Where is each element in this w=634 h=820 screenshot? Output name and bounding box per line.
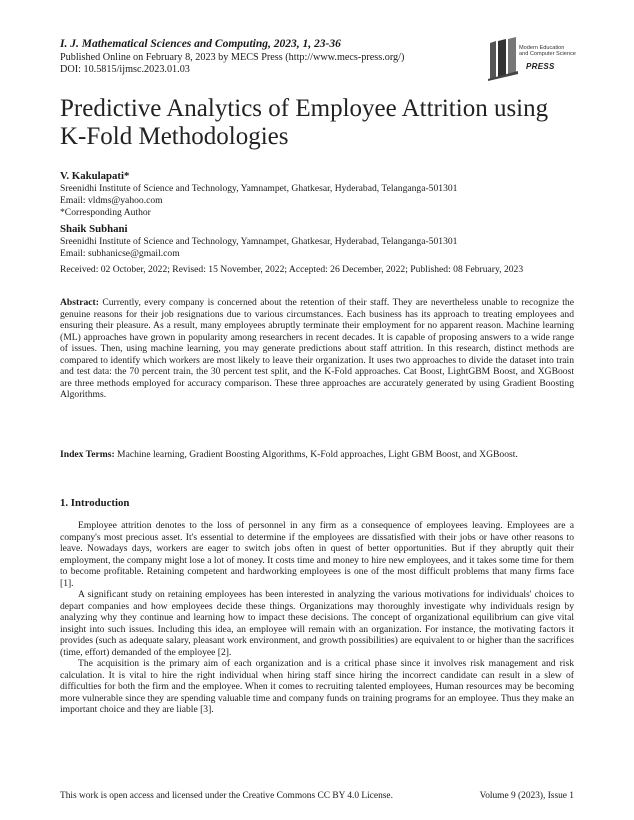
index-terms [60,449,574,461]
index-terms-text: Machine learning, Gradient Boosting Algorithms, K-Fold approaches, Light GBM Boost, and XGBoost. [117,449,518,460]
journal-title: I. J. Mathematical Sciences and Computing, [60,38,271,50]
author-affiliation: Sreenidhi Institute of Science and Technology, Yamnampet, Ghatkesar, Hyderabad, Telanganga-501301 [60,183,458,194]
author-email: Email: vldms@yahoo.com [60,195,163,206]
logo-press: PRESS [526,62,555,71]
abstract-label: Abstract: [60,297,99,308]
author-affiliation: Sreenidhi Institute of Science and Technology, Yamnampet, Ghatkesar, Hyderabad, Telanganga-501301 [60,236,458,247]
author-email: Email: subhanicse@gmail.com [60,248,180,259]
index-terms-label: Index Terms: [60,449,115,460]
footer-license: This work is open access and licensed under the Creative Commons CC BY 4.0 License. [60,791,393,801]
author-name: Shaik Subhani [60,223,128,235]
body-paragraph: A significant study on retaining employees has been interested in analyzing the various motivations for individuals' choices to depart companies and how employees decide these things. Organizations may thoroughly investigate why individuals resign by analyzing why they continue and learning how to impact these decisions. The concept of organizational equilibrium can give vital insight into such issues. Including this idea, an employee will remain with an organization. For instance, the motivating factors it provides (such as adequate salary, pleasant work environment, and growth possibilities) are equivalent to or higher than the sacrifices (time, effort) demanded of the employee [2]. [60,589,574,658]
logo-line2: and Computer Science [519,51,576,57]
dates-line: Received: 02 October, 2022; Revised: 15 November, 2022; Accepted: 26 December, 2022; Published: 08 February, 2023 [60,264,524,275]
journal-year-pages: 2023, 1, 23-36 [273,38,341,50]
logo-line1: Modern Education [519,45,565,51]
abstract-text: Currently, every company is concerned about the retention of their staff. They are nevertheless unable to recognize the genuine reasons for their job resignations due to various circumstances. Each business has its approach to treating employees and ensuring their pleasure. As a result, many employees abruptly terminate their employment for no apparent reason. Machine learning (ML) approaches have grown in popularity among researchers in recent decades. It is capable of proposing answers to a wide range of issues. Then, using machine learning, you may generate predictions about staff attrition. In this research, distinct methods are compared to identify which workers are most likely to leave their organization. It uses two approaches to divide the dataset into train and test data: the 70 percent train, the 30 percent test split, and the K-Fold approaches. Cat Boost, LightGBM Boost, and XGBoost are three methods employed for accuracy comparison. These three approaches are accurately generated by using Gradient Boosting Algorithms. [60,297,574,401]
journal-name [60,38,341,51]
body-paragraph: Employee attrition denotes to the loss of personnel in any firm as a consequence of employees leaving. Employees are a company's most precious asset. It's essential to determine if the employees are dissatisfied with their jobs or have other reasons to leave. Nowadays days, workers are eager to switch jobs often in quest of better opportunities. But if they abruptly quit their employment, the company might lose a lot of money. It costs time and money to hire new employees, and it takes some time for them to become profitable. Retaining competent and hardworking employees is one of the most difficult problems that many firms face [1]. [60,520,574,589]
paper-title: Predictive Analytics of Employee Attrition using K-Fold Methodologies [60,95,549,150]
body-paragraph: The acquisition is the primary aim of each organization and is a critical phase since it involves risk management and risk calculation. It is vital to hire the right individual when hiring staff since hiring the incorrect candidate can result in a slew of difficulties for both the firm and the employee. When it comes to recruiting talented employees, Human resources may be becoming more vulnerable since they are spending valuable time and company funds on training programs for an employee. Thus they make an important choice and they are liable [3]. [60,658,574,716]
corresponding-note: *Corresponding Author [60,207,151,218]
publisher-logo-icon [486,37,520,81]
published-line: Published Online on February 8, 2023 by MECS Press (http://www.mecs-press.org/) [60,52,405,63]
author-name: V. Kakulapati* [60,170,130,182]
footer-volume: Volume 9 (2023), Issue 1 [479,791,574,801]
publisher-logo [486,37,576,81]
abstract [60,297,574,401]
section-heading: 1. Introduction [60,497,130,509]
doi: DOI: 10.5815/ijmsc.2023.01.03 [60,64,190,75]
